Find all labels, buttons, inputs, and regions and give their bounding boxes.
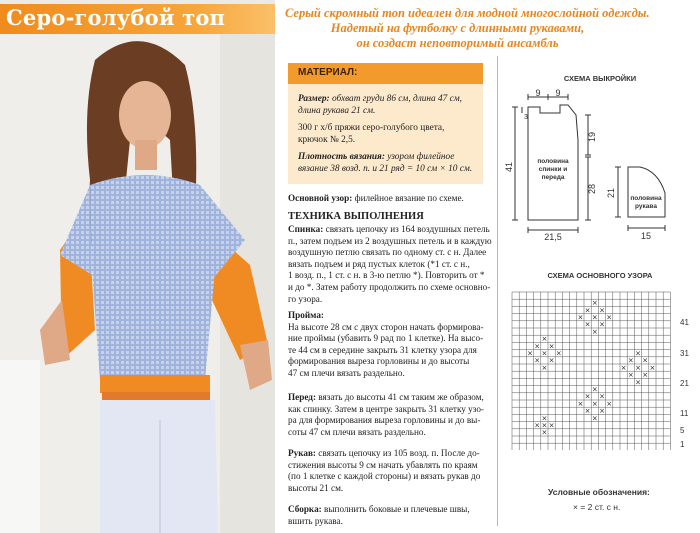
back-line — [288, 224, 488, 236]
yarn-line-1: 300 г х/б пряжи серо-голубого цвета, — [298, 123, 445, 133]
cross-mark: × — [642, 356, 649, 365]
assembly-line: вшить рукава. — [288, 515, 343, 526]
armhole-label-text: Пройма: — [288, 310, 324, 320]
sleeve-line: (по 1 клетке с каждой стороны) и вязать рукав до — [288, 471, 481, 482]
sleeve-line: стижения высоты 9 см начать убавлять по краям — [288, 459, 478, 470]
density-line-1 — [298, 152, 454, 164]
cross-mark: × — [555, 349, 562, 358]
cross-mark: × — [527, 349, 533, 358]
cross-mark: × — [584, 320, 591, 329]
column-divider — [497, 56, 498, 526]
density-text-2: вязание 38 возд. п. и 21 ряд = 10 см × 10 см. — [298, 164, 473, 174]
armhole-line: те 44 см в середине закрыть 31 клетку узора для — [288, 344, 477, 355]
cross-mark: × — [591, 399, 598, 408]
cross-mark: × — [642, 371, 649, 380]
back-line: 1 возд. п., 1 ст. с н. в 3-ю петлю *). Повторить от * — [288, 270, 485, 281]
back-line: го узора. — [288, 293, 323, 304]
armhole-paragraph — [288, 310, 488, 380]
cross-mark: × — [584, 392, 591, 401]
front-paragraph — [288, 392, 488, 438]
cross-mark: × — [599, 320, 605, 329]
cross-mark: × — [577, 399, 584, 408]
armhole-line: формирования выреза горловины и до высоты — [288, 356, 470, 367]
density-label: Плотность вязания: — [298, 152, 385, 162]
dim-top-label: 9 — [535, 88, 541, 98]
cross-mark: × — [541, 335, 548, 344]
cross-mark: × — [548, 342, 555, 351]
row-label-21: 21 — [680, 379, 689, 388]
back-label: Спинка: — [288, 224, 324, 234]
size-text-2: длина рукава 21 см. — [298, 106, 376, 116]
dim-top2-label: 9 — [555, 88, 561, 98]
cross-mark: × — [591, 313, 598, 322]
main-pattern-text: филейное вязание по схеме. — [354, 193, 464, 203]
cross-mark: × — [591, 299, 598, 308]
front-text-0: вязать до высоты 41 см таким же образом, — [318, 392, 484, 402]
cross-mark: × — [534, 356, 541, 365]
cross-mark: × — [599, 407, 605, 416]
size-label: Размер: — [298, 94, 330, 104]
cross-mark: × — [548, 421, 555, 430]
assembly-paragraph — [288, 504, 488, 527]
page-title: Серо-голубой топ — [6, 5, 226, 30]
assembly-line — [288, 504, 488, 516]
assembly-label: Сборка: — [288, 504, 322, 514]
yarn-line-2: крючок № 2,5. — [298, 135, 356, 145]
body-label-1: половина — [537, 158, 569, 165]
back-line: вязать подъем и ряд пустых клеток (*1 ст. с н., — [288, 258, 470, 269]
sleeve-paragraph — [288, 448, 488, 494]
armhole-line: 47 см плечи вязать раздельно. — [288, 367, 405, 378]
cross-mark: × — [584, 407, 591, 416]
cross-mark: × — [635, 378, 641, 387]
cross-mark: × — [591, 385, 598, 394]
cross-mark: × — [541, 363, 548, 372]
dim-side-label: 28 — [587, 183, 597, 195]
size-line-1 — [298, 94, 462, 106]
cross-mark: × — [534, 421, 541, 430]
front-line: ра для формирования выреза горловины и до вы- — [288, 415, 481, 426]
cross-mark: × — [627, 356, 634, 365]
back-paragraph — [288, 224, 492, 305]
schematic-diagram — [500, 85, 700, 245]
dim-height-label: 41 — [504, 161, 514, 173]
title-bar — [0, 4, 275, 34]
cross-mark: × — [541, 349, 548, 358]
back-line: и до *. Затем работу продолжить по схеме основно- — [288, 281, 491, 292]
body-label-2: спинки и — [538, 166, 568, 173]
size-line-2 — [298, 106, 375, 118]
body-label-3: переда — [541, 174, 565, 181]
cross-mark: × — [548, 356, 555, 365]
cross-mark: × — [606, 399, 613, 408]
crochet-chart — [510, 290, 695, 450]
intro-header — [285, 6, 650, 51]
technique-title: ТЕХНИКА ВЫПОЛНЕНИЯ — [288, 211, 424, 222]
sleeve-line: высоты 21 см. — [288, 482, 344, 493]
cross-mark: × — [599, 306, 605, 315]
cross-mark: × — [591, 327, 598, 336]
main-pattern-line — [288, 193, 488, 205]
density-line-2 — [298, 164, 472, 176]
row-label-11: 11 — [680, 409, 689, 418]
dim-neck-label: 3 — [524, 114, 528, 121]
cross-mark: × — [620, 363, 627, 372]
material-heading: МАТЕРИАЛ: — [298, 67, 358, 78]
sleeve-label-1: половина — [630, 195, 662, 202]
cross-mark: × — [584, 306, 591, 315]
cross-mark: × — [541, 428, 548, 437]
front-label: Перед: — [288, 392, 316, 402]
sleeve-text-0: связать цепочку из 105 возд. п. После до- — [318, 448, 480, 458]
cross-mark: × — [649, 363, 656, 372]
cross-mark: × — [577, 313, 584, 322]
chart-scheme-title: СХЕМА ОСНОВНОГО УЗОРА — [547, 271, 653, 280]
back-text-0: связать цепочку из 164 воздушных петель — [325, 224, 490, 234]
cross-mark: × — [541, 414, 548, 423]
front-line — [288, 392, 488, 404]
armhole-label — [288, 310, 488, 322]
dim-sleeve-h-label: 21 — [606, 187, 616, 199]
row-label-31: 31 — [680, 349, 689, 358]
legend-title: Условные обозначения: — [548, 487, 650, 497]
cross-mark: × — [635, 363, 641, 372]
dim-sleeve-w-label: 15 — [640, 231, 652, 241]
size-text-1: обхват груди 86 см, длина 47 см, — [331, 94, 462, 104]
armhole-line: ние проймы (убавить 9 рад по 1 клетке). На высо- — [288, 333, 484, 344]
cross-mark: × — [635, 349, 641, 358]
density-text-1: узором филейное — [387, 152, 455, 162]
model-photo — [0, 0, 275, 533]
assembly-text-0: выполнить боковые и плечевые швы, — [324, 504, 470, 514]
front-line: соты 47 см плечи вязать раздельно. — [288, 426, 426, 437]
sleeve-line — [288, 448, 488, 460]
back-line: воздушную петлю связать по одному ст. с н. Далее — [288, 247, 487, 258]
model-illustration — [0, 0, 275, 533]
intro-line-3: он создаст неповторимый ансамбль — [356, 36, 559, 50]
material-box — [288, 63, 483, 184]
sleeve-label: Рукав: — [288, 448, 316, 458]
front-line: как спинку. Затем в центре закрыть 31 клетку узо- — [288, 403, 484, 414]
back-line: п., затем подъем из 2 воздушных петель и в каждую — [288, 235, 492, 246]
main-pattern-label: Основной узор: — [288, 193, 353, 203]
cross-mark: × — [627, 371, 634, 380]
row-label-1: 1 — [680, 440, 685, 449]
intro-line-2: Надетый на футболку с длинными рукавами, — [330, 21, 585, 35]
dim-width-label: 21,5 — [544, 232, 562, 242]
legend-item: × = 2 ст. с н. — [573, 502, 621, 512]
intro-line-1: Серый скромный топ идеален для модной многослойной одежды. — [285, 6, 650, 20]
schematic-title: СХЕМА ВЫКРОЙКИ — [563, 74, 637, 83]
cross-mark: × — [591, 414, 598, 423]
cross-mark: × — [541, 421, 548, 430]
cross-mark: × — [606, 313, 613, 322]
sleeve-label-2: рукава — [635, 203, 657, 210]
row-label-41: 41 — [680, 318, 689, 327]
dim-armhole-label: 19 — [587, 131, 597, 143]
cross-mark: × — [534, 342, 541, 351]
cross-mark: × — [599, 392, 605, 401]
armhole-line: На высоте 28 см с двух сторон начать формирова- — [288, 321, 484, 332]
material-heading-bar — [288, 63, 483, 84]
row-label-5: 5 — [680, 426, 685, 435]
